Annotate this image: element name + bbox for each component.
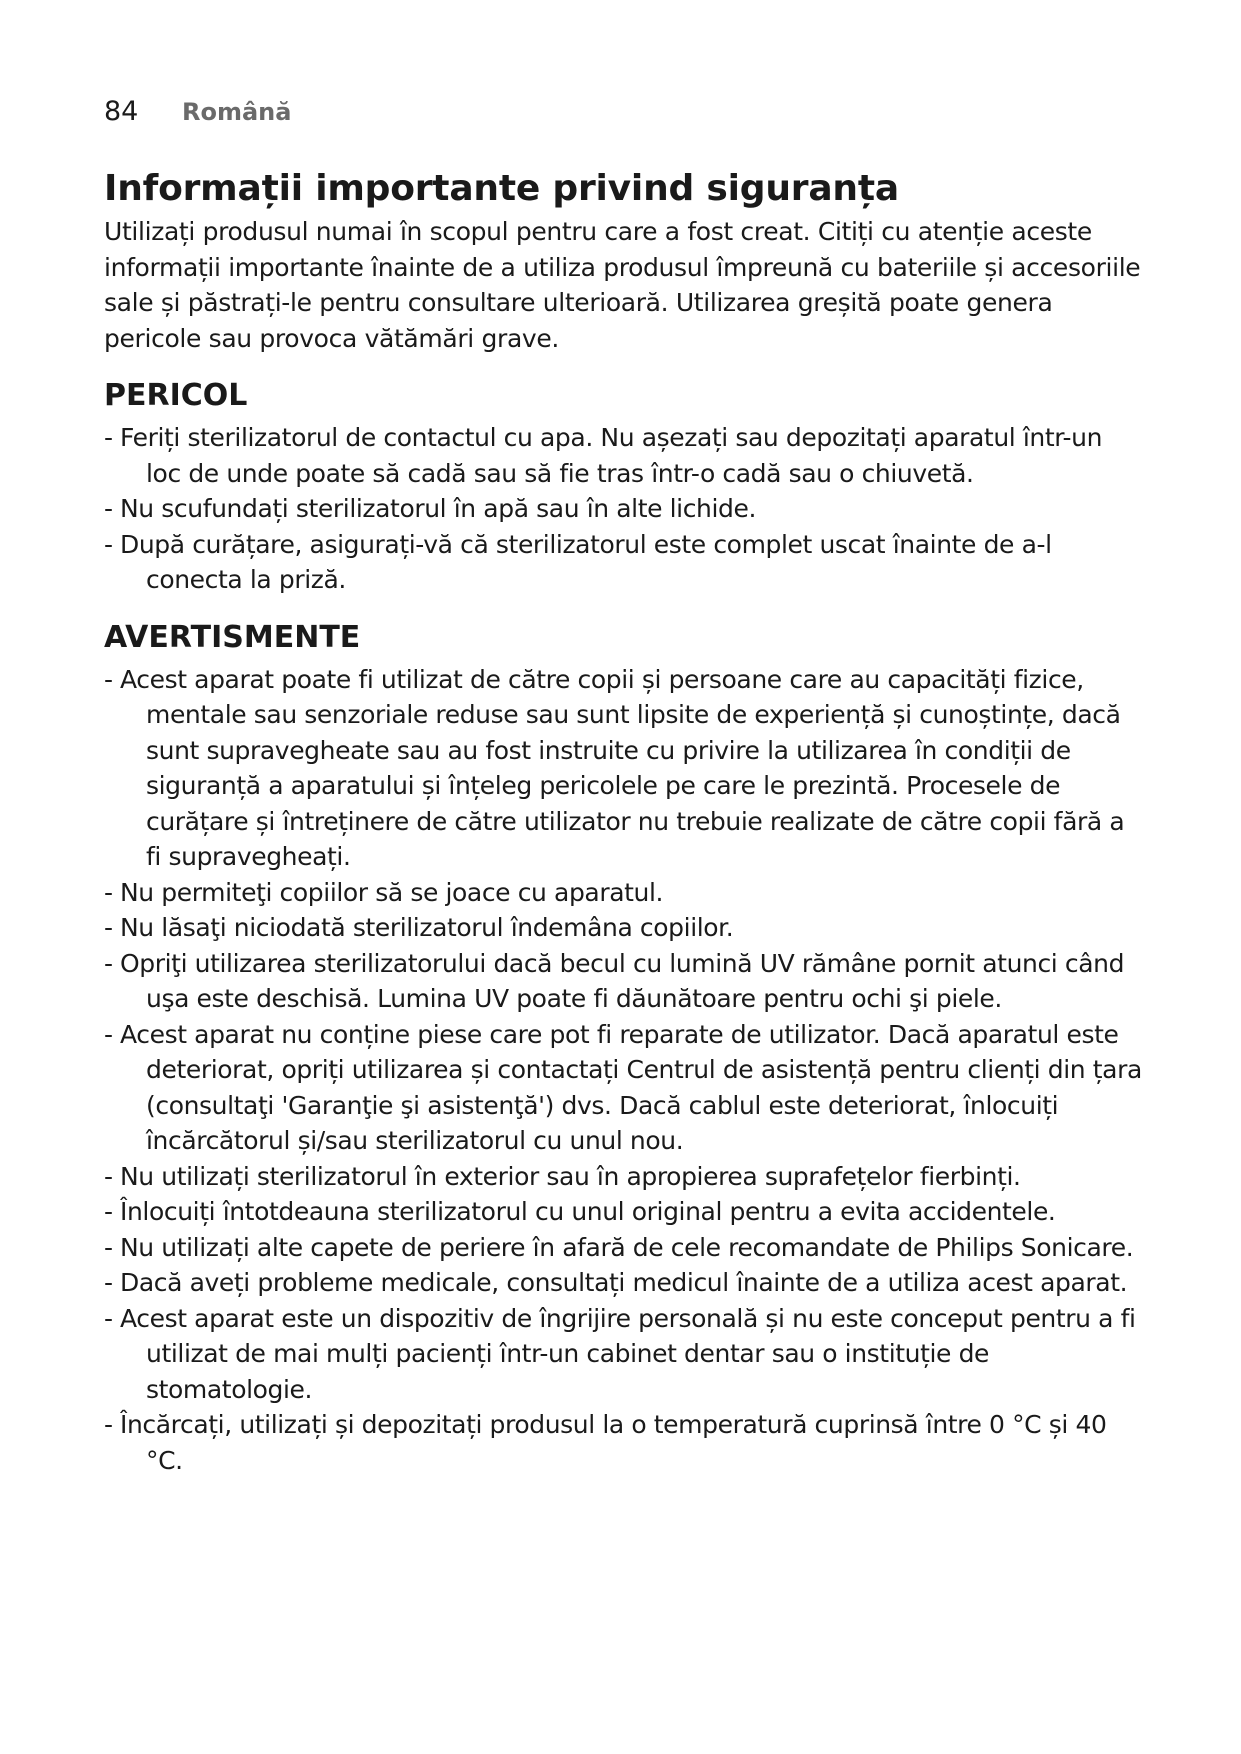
list-item-text: Nu utilizați sterilizatorul în exterior sau în apropierea suprafețelor fierbinți.	[120, 1161, 1021, 1191]
list-item	[104, 491, 1144, 527]
list-item-text: Nu scufundați sterilizatorul în apă sau în alte lichide.	[120, 494, 757, 523]
dash-marker: -	[104, 494, 113, 523]
list-item	[104, 1159, 1144, 1195]
list-item	[104, 910, 1144, 946]
dash-marker: -	[104, 877, 113, 907]
list-item-text: Feriți sterilizatorul de contactul cu apa. Nu așezați sau depozitați aparatul într-un loc de unde poate să cadă sau să fie tras într-o cadă sau o chiuvetă.	[120, 423, 1103, 488]
dash-marker: -	[104, 948, 113, 978]
dash-marker: -	[104, 423, 113, 452]
list-item-text: Acest aparat nu conține piese care pot fi reparate de utilizator. Dacă aparatul este deteriorat, opriți utilizarea și contactați Centrul de asistență pentru clienți din țara (consultaţi 'Garanţie şi asistenţă') dvs. Dacă cablul este deteriorat, înlocuiți încărcătorul și/sau sterilizatorul cu unul nou.	[120, 1019, 1142, 1155]
dash-marker: -	[104, 664, 113, 694]
list-item-text: Acest aparat poate fi utilizat de către copii și persoane care au capacități fizice, mentale sau senzoriale reduse sau sunt lipsite de experiență și cunoștințe, dacă sunt supravegheate sau au fost instruite cu privire la utilizarea în condiții de siguranță a aparatului și înțeleg pericolele pe care le prezintă. Procesele de curățare și întreținere de către utilizator nu trebuie realizate de către copii fără a fi supravegheați.	[120, 664, 1125, 871]
dash-marker: -	[104, 1232, 113, 1262]
list-item	[104, 946, 1144, 1017]
dash-marker: -	[104, 1268, 113, 1297]
dash-marker: -	[104, 1197, 113, 1226]
list-item	[104, 1194, 1144, 1230]
warnings-list	[104, 662, 1144, 1479]
list-item	[104, 420, 1144, 491]
dash-marker: -	[104, 529, 113, 559]
page-number: 84	[104, 96, 139, 127]
list-item	[104, 1230, 1144, 1266]
intro-paragraph: Utilizați produsul numai în scopul pentru care a fost creat. Citiți cu atenție aceste informații importante înainte de a utiliza produsul împreună cu bateriile și accesoriile sale și păstrați-le pentru consultare ulterioară. Utilizarea greșită poate genera pericole sau provoca vătămări grave.	[104, 217, 1141, 353]
list-item-text: Nu lăsaţi niciodată sterilizatorul îndemâna copiilor.	[120, 913, 734, 942]
list-item-text: Încărcați, utilizați și depozitați produsul la o temperatură cuprinsă între 0 °C și 40 °C.	[120, 1410, 1107, 1475]
list-item-text: Opriţi utilizarea sterilizatorului dacă becul cu lumină UV rămâne pornit atunci când uşa este deschisă. Lumina UV poate fi dăunătoare pentru ochi şi piele.	[120, 948, 1125, 1013]
list-item-text: Nu utilizați alte capete de periere în afară de cele recomandate de Philips Sonicare.	[120, 1232, 1134, 1262]
list-item	[104, 1017, 1144, 1159]
list-item	[104, 527, 1144, 598]
list-item-text: Înlocuiți întotdeauna sterilizatorul cu unul original pentru a evita accidentele.	[120, 1197, 1056, 1226]
list-item-text: Dacă aveți probleme medicale, consultați medicul înainte de a utiliza acest aparat.	[120, 1268, 1128, 1297]
dash-marker: -	[104, 913, 113, 942]
page-header	[104, 96, 1144, 136]
warnings-heading: AVERTISMENTE	[104, 619, 361, 655]
dash-marker: -	[104, 1303, 113, 1333]
danger-list	[104, 420, 1144, 598]
dash-marker: -	[104, 1410, 113, 1439]
list-item	[104, 1301, 1144, 1408]
dash-marker: -	[104, 1161, 113, 1191]
list-item	[104, 875, 1144, 911]
dash-marker: -	[104, 1019, 113, 1049]
list-item-text: Nu permiteţi copiilor să se joace cu aparatul.	[120, 877, 664, 907]
list-item-text: Acest aparat este un dispozitiv de îngrijire personală și nu este conceput pentru a fi utilizat de mai mulți pacienți într-un cabinet dentar sau o instituție de stomatologie.	[120, 1303, 1136, 1404]
list-item	[104, 1407, 1144, 1478]
page-title: Informații importante privind siguranța	[104, 168, 899, 209]
list-item	[104, 662, 1144, 875]
page	[104, 96, 1144, 1478]
list-item	[104, 1265, 1144, 1301]
language-label: Română	[182, 98, 292, 126]
danger-heading: PERICOL	[104, 378, 248, 413]
list-item-text: După curățare, asigurați-vă că sterilizatorul este complet uscat înainte de a-l conecta la priză.	[120, 529, 1052, 594]
